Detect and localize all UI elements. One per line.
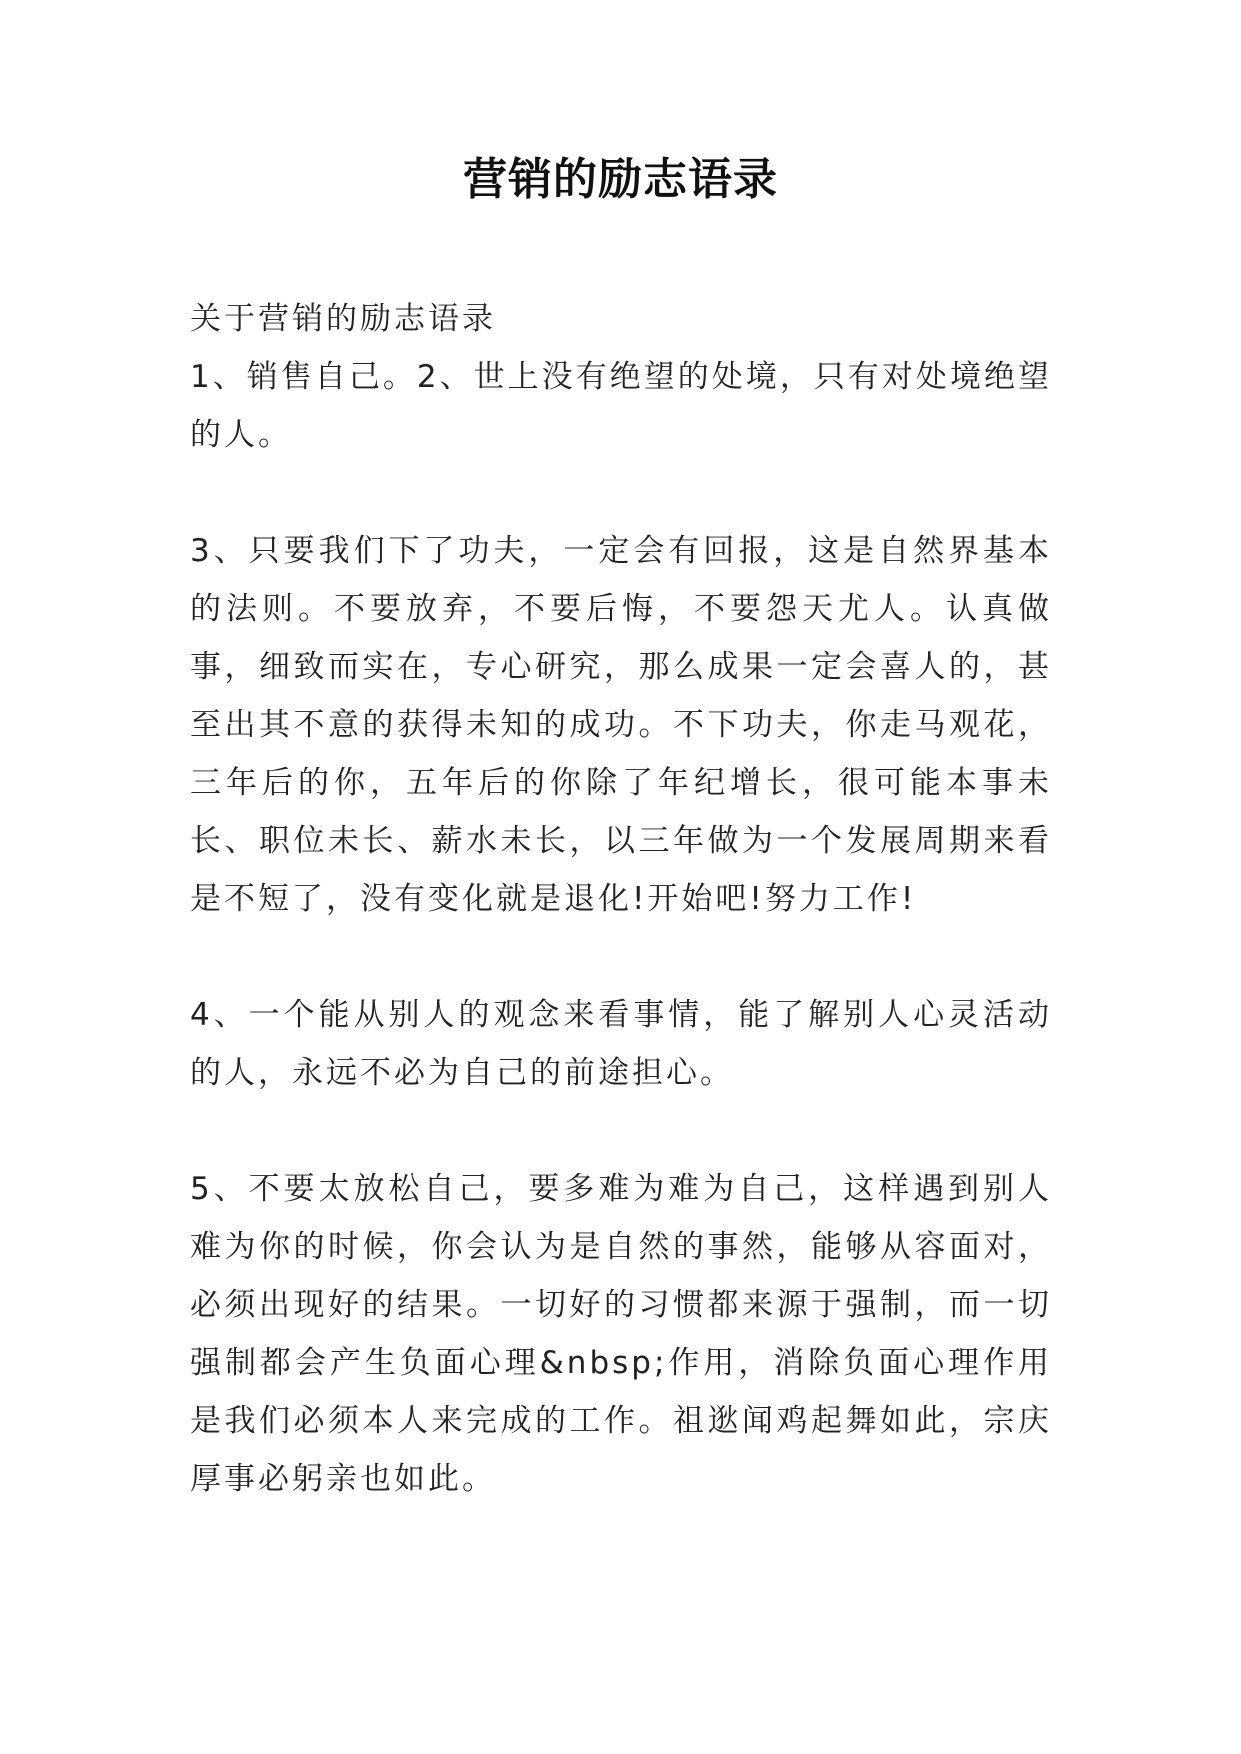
document-body (190, 290, 1052, 1508)
paragraph-quote-4: 4、一个能从别人的观念来看事情，能了解别人心灵活动的人，永远不必为自己的前途担心。 (190, 997, 1052, 1091)
paragraph-quote-1-2: 1、销售自己。2、世上没有绝望的处境，只有对处境绝望的人。 (190, 359, 1052, 453)
paragraph-quote-5: 5、不要太放松自己，要多难为难为自己，这样遇到别人难为你的时候，你会认为是自然的事然，能够从容面对，必须出现好的结果。一切好的习惯都来源于强制，而一切强制都会产生负面心理&nbsp;作用，消除负面心理作用是我们必须本人来完成的工作。祖逖闻鸡起舞如此，宗庆厚事必躬亲也如此。 (190, 1171, 1052, 1497)
document-title: 营销的励志语录 (463, 154, 778, 205)
paragraph-subtitle: 关于营销的励志语录 (190, 301, 496, 337)
paragraph-quote-3: 3、只要我们下了功夫，一定会有回报，这是自然界基本的法则。不要放弃，不要后悔，不要怨天尤人。认真做事，细致而实在，专心研究，那么成果一定会喜人的，甚至出其不意的获得未知的成功。不下功夫，你走马观花，三年后的你，五年后的你除了年纪增长，很可能本事未长、职位未长、薪水未长，以三年做为一个发展周期来看是不短了，没有变化就是退化!开始吧!努力工作! (190, 533, 1052, 917)
